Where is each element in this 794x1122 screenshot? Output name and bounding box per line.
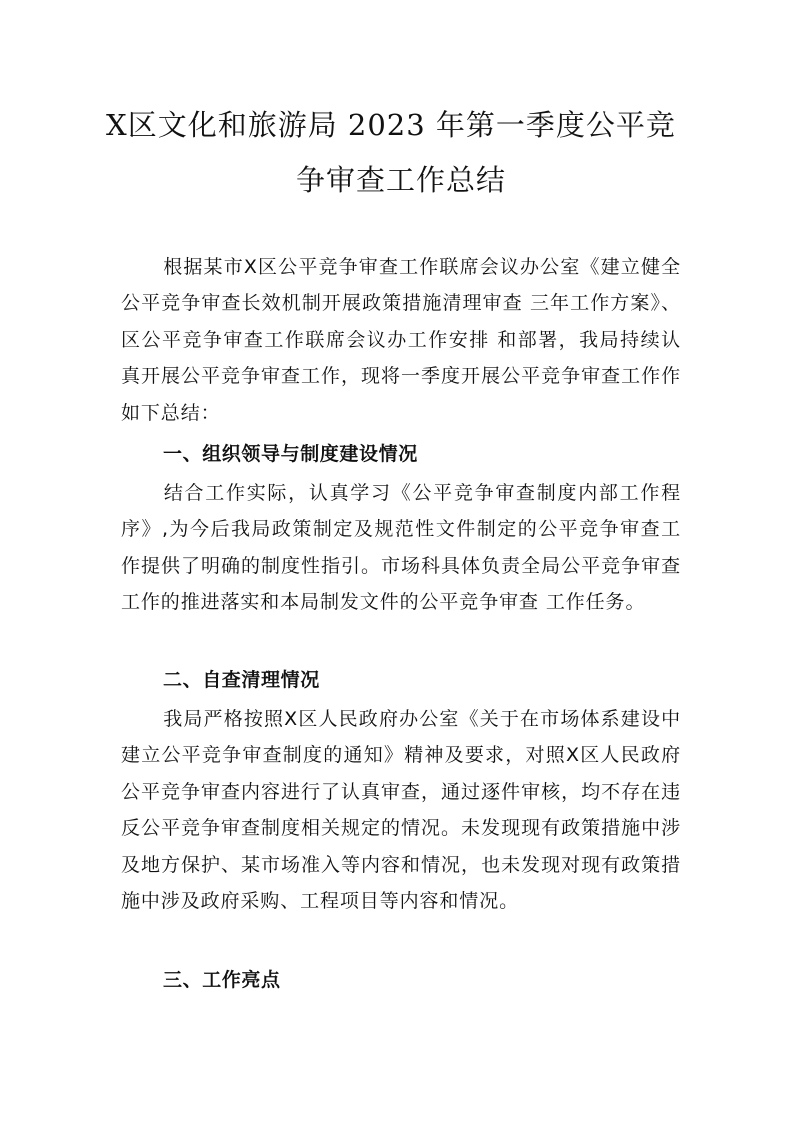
intro-paragraph bbox=[121, 249, 681, 431]
document-title-line-1: X区文化和旅游局 2023 年第一季度公平竞 bbox=[106, 108, 676, 142]
section-1-paragraph bbox=[121, 475, 681, 621]
section-1-heading: 一、组织领导与制度建设情况 bbox=[163, 443, 418, 465]
section-2-paragraph-text: 我局严格按照X区人民政府办公室《关于在市场体系建设中建立公平竞争审查制度的通知》精神及要求，对照X区人民政府公平竞争审查内容进行了认真审查，通过逐件审核，均不存在违反公平竞争审查制度相关规定的情况。未发现现有政策措施中涉及地方保护、某市场准入等内容和情况，也未发现对现有政策措施中涉及政府采购、工程项目等内容和情况。 bbox=[121, 708, 681, 913]
section-2-paragraph bbox=[121, 701, 681, 919]
section-1-paragraph-text: 结合工作实际，认真学习《公平竞争审查制度内部工作程序》,为今后我局政策制定及规范性文件制定的公平竞争审查工作提供了明确的制度性指引。市场科具体负责全局公平竞争审查工作的推进落实和本局制发文件的公平竞争审查 工作任务。 bbox=[121, 482, 681, 614]
section-2-heading: 二、自查清理情况 bbox=[163, 669, 320, 691]
section-3-heading: 三、工作亮点 bbox=[163, 969, 281, 991]
document-title-line-2: 争审查工作总结 bbox=[295, 163, 506, 197]
intro-paragraph-text: 根据某市X区公平竞争审查工作联席会议办公室《建立健全公平竞争审查长效机制开展政策措施清理审查 三年工作方案》、区公平竞争审查工作联席会议办工作安排 和部署，我局持续认真开展公平竞争审查工作，现将一季度开展公平竞争审查工作作如下总结： bbox=[121, 256, 681, 424]
